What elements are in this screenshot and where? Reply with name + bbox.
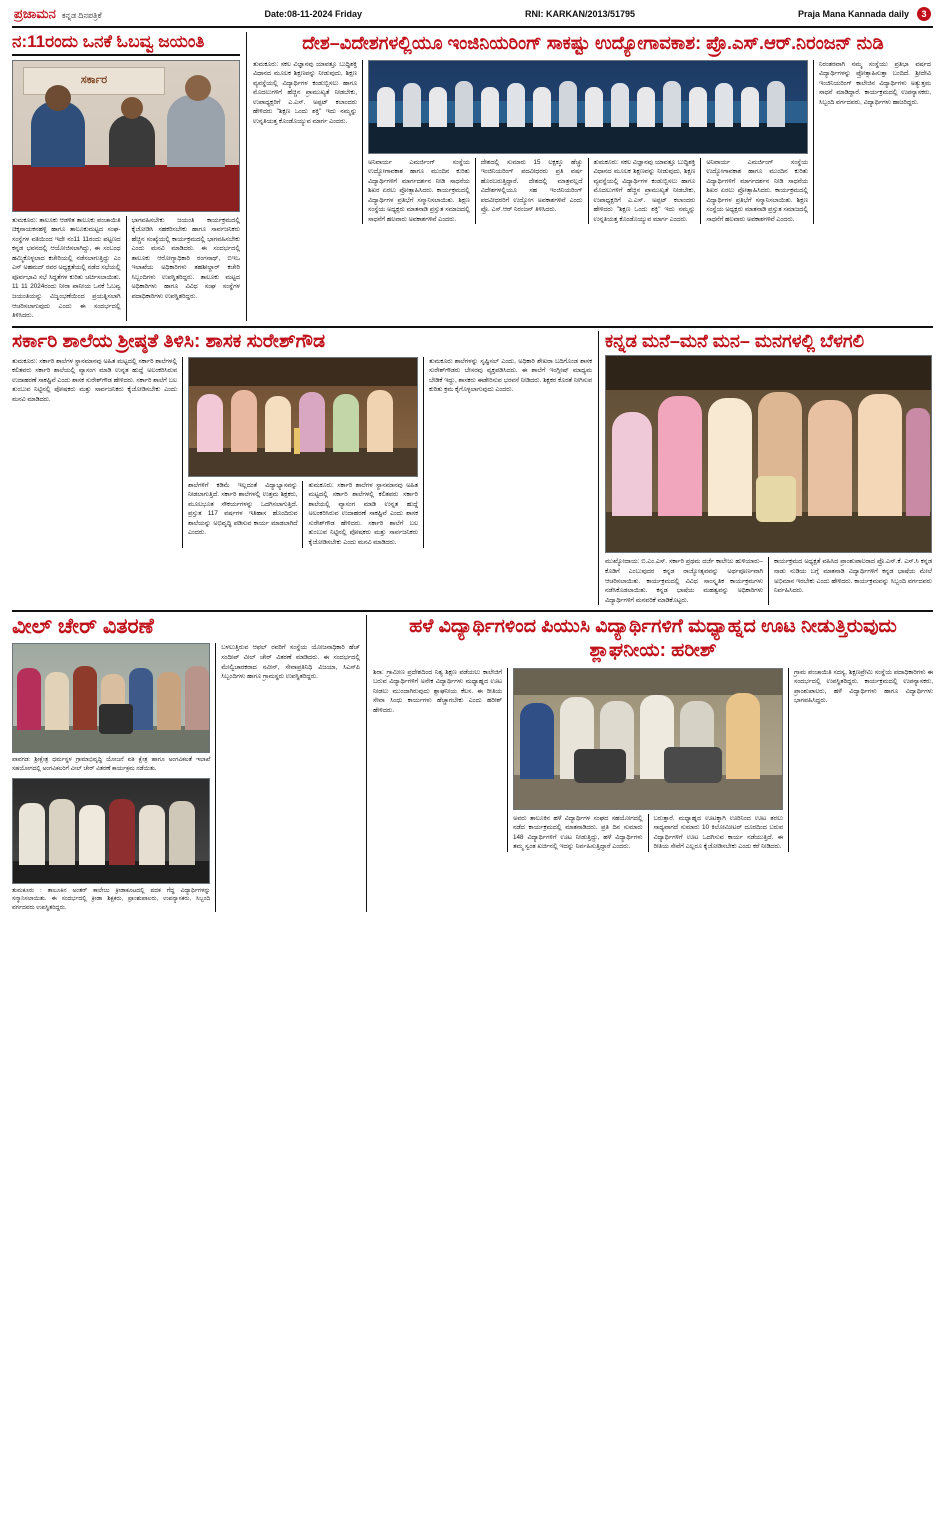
article-5 [12, 615, 360, 912]
article-3-col-1: ತುಮಕೂರು: ಸರ್ಕಾರಿ ಶಾಲೆಗಳ ಸ್ಥಾನಮಾನವು ಅಹಿತ ಮಟ್ಟದಲ್ಲಿ ಸರ್ಕಾರಿ ಶಾಲೆಗಳಲ್ಲಿ ಕಲಿತವರು ಸರ್ಕಾರಿ ಶಾಲೆಯಲ್ಲಿ ವ್ಯಾಸಂಗ ಮಾಡಿ ಉನ್ನತ ಹುದ್ದೆ ಅಲಂಕರಿಸಿರುವ ಉದಾಹರಣೆ ಸಾಕಷ್ಟಿವೆ ಎಂದು ಶಾಸಕ ಸುರೇಶ್‌ಗೌಡ ಹೇಳಿದರು. ಸರ್ಕಾರಿ ಶಾಲೆಗೆ ಬಲ ತುಂಬುವ ನಿಟ್ಟಿನಲ್ಲಿ ಪೋಷಕರು ಮತ್ತು ಸಾರ್ವಜನಿಕರು ಕೈಜೋಡಿಸಬೇಕು ಎಂದು ಮನವಿ ಮಾಡಿದರು. [12, 357, 177, 403]
column-divider [768, 557, 769, 605]
masthead-logo-group [14, 6, 102, 22]
masthead-right [798, 7, 931, 21]
article-4-col-2: ಕಾರ್ಯಕ್ರಮದ ಅಧ್ಯಕ್ಷತೆ ವಹಿಸಿದ ಪ್ರಾಂಶುಪಾಲರಾದ ಪ್ರೊ.ಎನ್.ಕೆ. ಎಸ್.ಸಿ ಕನ್ನಡ ನಾಡು ನುಡಿಯ ಬಗ್ಗೆ ಮಾತನಾಡಿ ವಿದ್ಯಾರ್ಥಿಗಳಿಗೆ ಕನ್ನಡ ಭಾಷೆಯ ಮೇಲೆ ಅಭಿಮಾನ ಇರಬೇಕು ಎಂದು ಹೇಳಿದರು. ಕಾರ್ಯಕ್ರಮವನ್ನು ಸಿಬ್ಬಂದಿ ವರ್ಗದವರು ನಿರ್ವಹಿಸಿದರು. [774, 558, 932, 595]
column-divider [507, 668, 508, 852]
article-5-headline: ವೀಲ್ ಚೇರ್ ವಿತರಣೆ [12, 615, 154, 639]
publication-name-english: Praja Mana Kannada daily [797, 9, 909, 19]
article-3-mid [188, 357, 418, 548]
column-divider [126, 216, 127, 321]
article-1-photo-banner: ಸರ್ಕಾರ [23, 67, 165, 95]
article-5-col-1: ಬಳಲುತ್ತಿರುವ ಆಫಲ್ ರವರಿಗೆ ಸಂಸ್ಥೆಯ ಯೋಜನಾಧಿಕಾರಿ ಹೆಚ್ ಸಂದೀಪ್ ವೀಲ್ ಚೇರ್ ವಿತರಣೆ ಮಾಡಿದರು. ಈ ಸಂದರ್ಭದಲ್ಲಿ ಮೇಲ್ವಿಚಾರಕರಾದ ನವೀನ್, ಸೇವಾಪ್ರತಿನಿಧಿ ವಿಜಯಾ, ಸಿಎಸ್‌ಪಿ ಸಿಬ್ಬಂದಿಗಳು ಹಾಗೂ ಗ್ರಾಮಸ್ಥರು ಉಪಸ್ಥಿತರಿದ್ದರು. [221, 644, 360, 681]
column-divider [788, 668, 789, 852]
section-divider-2 [12, 610, 933, 612]
article-2-col-5: ಅನಿವಾರ್ಯ ಎಮರ್ಜಿಂಗ್ ಸಂಸ್ಥೆಯ ಉದ್ಯೋಗಾವಕಾಶ ಹಾಗೂ ಮುಂದಿನ ಕುರಿತು ವಿದ್ಯಾರ್ಥಿಗಳಿಗೆ ಮಾರ್ಗದರ್ಶನ ನೀಡಿ ಸಾಧನೆಯ ಶಿಖರ ಏರಲು ಪ್ರೋತ್ಸಾಹಿಸಿದರು. ಕಾರ್ಯಕ್ರಮದಲ್ಲಿ ವಿದ್ಯಾರ್ಥಿಗಳ ಪ್ರತಿಭೆಗೆ ಸನ್ಮಾನಿಸಲಾಯಿತು. ಶಿಕ್ಷಣ ಸಂಸ್ಥೆಯ ಅಧ್ಯಕ್ಷರು ಮಾತನಾಡಿ ಪ್ರಸ್ತುತ ಸಮಾಜದಲ್ಲಿ ಸಾಧನೆಗೆ ಹಲವಾರು ಅವಕಾಶಗಳಿವೆ ಎಂದರು. [706, 158, 809, 223]
column-divider [362, 60, 363, 225]
article-2 [253, 32, 933, 321]
rni-number: RNI: KARKAN/2013/51795 [524, 9, 635, 19]
article-4 [605, 331, 932, 606]
article-4-col-1: ಮುಖ್ಯೋದಾಯ: ಬಿ.ಎಂ.ಎಸ್. ಸರ್ಕಾರಿ ಪ್ರಥಮ ದರ್ಜೆ ಕಾಲೇಜು ಹುಳಿಯಾರು– ಕೊಡಿಗೆ ಎಂಬುವುದರ ಕನ್ನಡ ರಾಜ್ಯೋತ್ಸವವನ್ನು ಅರ್ಥಪೂರ್ಣವಾಗಿ ಆಚರಿಸಲಾಯಿತು. ಕಾರ್ಯಕ್ರಮದಲ್ಲಿ ವಿವಿಧ ಸಾಂಸ್ಕೃತಿಕ ಕಾರ್ಯಕ್ರಮಗಳು ನಡೆಸಿಕೊಡಲಾಯಿತು. ಕನ್ನಡ ಭಾಷೆಯ ಮಹತ್ವವನ್ನು ಅಧಿಕಾರಿಗಳು ವಿದ್ಯಾರ್ಥಿಗಳಿಗೆ ಮನವರಿಕೆ ಮಾಡಿಕೊಟ್ಟರು. [605, 558, 763, 604]
article-6-col-1: ಶಿರಾ: ಗ್ರಾಮೀಣ ಪ್ರದೇಶದಿಂದ ನಿತ್ಯ ಶಿಕ್ಷಣ ಪಡೆಯಲು ಕಾಲೇಜಿಗೆ ಬರುವ ವಿದ್ಯಾರ್ಥಿಗಳಿಗೆ ಅನೇಕ ವಿದ್ಯಾರ್ಥಿಗಳು ಮಧ್ಯಾಹ್ನದ ಊಟ ನೀಡಲು ಮುಂದಾಗಿರುವುದು ಶ್ಲಾಘನೀಯ ಕೆಲಸ. ಈ ರೀತಿಯ ಸೇವಾ ಸಿಂಧು ಕಾರ್ಯಗಳು ಹೆಚ್ಚಾಗಬೇಕು ಎಂದು ಹರೀಶ್ ಹೇಳಿದರು. [373, 668, 503, 714]
article-6-mid [513, 668, 783, 852]
article-1-body [12, 216, 240, 321]
article-2-headline: ದೇಶ–ವಿದೇಶಗಳಲ್ಲಿಯೂ ಇಂಜಿನಿಯರಿಂಗ್ ಸಾಕಷ್ಟು ಉದ್ಯೋಗಾವಕಾಶ: ಪ್ರೊ.ಎಸ್.ಆರ್.ನಿರಂಜನ್ ನುಡಿ [302, 33, 884, 53]
article-5-left [12, 643, 210, 912]
article-3 [12, 331, 592, 606]
article-3-col-4: ತುಮಕೂರು ಶಾಲೆಗಳನ್ನು ಸೃಷ್ಟಿಸಲ್ ಎಂದು, ಅಧಿಕಾರಿ ಶೇಖರಾ ಬದಿಗೊಂಡ ಶಾಸಕ ಸುರೇಶ್‌ಗೌಡರು ಬೇಸರವು ವ್ಯಕ್ತಪಡಿಸಿದರು. ಈ ಶಾಲೆಗೆ ಇಂಗ್ಲೀಷ್ ಮಾಧ್ಯಮ ಬೇಡಿಕೆ ಇದ್ದು, ಶಾಸಕರು ಈಡೇರಿಸುವ ಭರವಸೆ ನೀಡಿದರು. ಶಿಕ್ಷಕರ ಕೊರತೆ ನೀಗಿಸುವ ಕುರಿತು ಕ್ರಮ ಕೈಗೊಳ್ಳಲಾಗುವುದು ಎಂದರು. [428, 357, 592, 394]
article-2-col-2: ಅನಿವಾರ್ಯ ಎಮರ್ಜಿಂಗ್ ಸಂಸ್ಥೆಯ ಉದ್ಯೋಗಾವಕಾಶ ಹಾಗೂ ಮುಂದಿನ ಕುರಿತು ವಿದ್ಯಾರ್ಥಿಗಳಿಗೆ ಮಾರ್ಗದರ್ಶನ ನೀಡಿ ಸಾಧನೆಯ ಶಿಖರ ಏರಲು ಪ್ರೋತ್ಸಾಹಿಸಿದರು. ಕಾರ್ಯಕ್ರಮದಲ್ಲಿ ವಿದ್ಯಾರ್ಥಿಗಳ ಪ್ರತಿಭೆಗೆ ಸನ್ಮಾನಿಸಲಾಯಿತು. ಶಿಕ್ಷಣ ಸಂಸ್ಥೆಯ ಅಧ್ಯಕ್ಷರು ಮಾತನಾಡಿ ಪ್ರಸ್ತುತ ಸಮಾಜದಲ್ಲಿ ಸಾಧನೆಗೆ ಹಲವಾರು ಅವಕಾಶಗಳಿವೆ ಎಂದರು. [368, 158, 470, 223]
article-2-mid [368, 60, 808, 225]
article-3-photo [188, 357, 418, 477]
article-5-caption-1: ಪಾವಗಡ: ಶ್ರೀಕ್ಷೇತ್ರ ಧರ್ಮಸ್ಥಳ ಗ್ರಾಮಾಭಿವೃದ್ಧಿ ಯೋಜನೆ ವತಿ ಕ್ಷೇತ್ರ ಹಾಗೂ ಅಂಗವಿಕಲತೆ ಇಲಾಖೆ ಸಹಯೋಗದಲ್ಲಿ ಅಂಗವಿಕಲರಿಗೆ ವೀಲ್ ಚೇರ್ ವಿತರಣೆ ಕಾರ್ಯಕ್ರಮ ನಡೆಯಿತು. [12, 757, 211, 772]
article-4-headline: ಕನ್ನಡ ಮನೆ–ಮನೆ ಮನ– ಮನಗಳಲ್ಲಿ ಬೆಳಗಲಿ [605, 330, 865, 351]
article-1-headline: ನ:11ರಂದು ಒನಕೆ ಓಬವ್ವ ಜಯಂತಿ [12, 32, 240, 56]
article-3-col-2: ಶಾಲೆಗಳಿಗೆ ಕಡಿಮೆ ಇಲ್ಲದಂತೆ ವಿದ್ಯಾಭ್ಯಾಸವನ್ನು ನೀಡಲಾಗುತ್ತಿದೆ. ಸರ್ಕಾರಿ ಶಾಲೆಗಳಲ್ಲಿ ಉತ್ತಮ ಶಿಕ್ಷಕರು, ಮೂಲಭೂತ ಸೌಕರ್ಯಗಳನ್ನು ಒದಗಿಸಲಾಗುತ್ತಿದೆ. ಪ್ರಸ್ತುತ 117 ವರ್ಷಗಳ ಇತಿಹಾಸ ಹೊಂದಿರುವ ಶಾಲೆಯನ್ನು ಅಭಿವೃದ್ಧಿ ಪಡಿಸುವ ಕಾರ್ಯ ಮಾಡಲಾಗಿದೆ ಎಂದರು. [187, 481, 298, 537]
article-2-col-1: ತುಮಕೂರು: ಸಕಲ ವಿಜ್ಞಾನವು ಯಾವತ್ತೂ ಬುದ್ಧಿಶಕ್ತಿ ವಿಧಾನದ ಮೂಲಕ ಶಿಕ್ಷಣವನ್ನು ನೀಡುವುದು, ಶಿಕ್ಷಣ ವ್ಯವಸ್ಥೆಯಲ್ಲಿ ವಿದ್ಯಾರ್ಥಿಗಳ ಕಂಡುಬ್ಬಿಸಲು ಹಾಗೂ ಮೊದಲುಗಳಿಗೆ ಹೆಚ್ಚಿನ ಪ್ರಾಮುಖ್ಯತೆ ನೀಡಬೇಕು, ಉಪಾಧ್ಯಕ್ಷರಿಗೆ ಎ.ಎಸ್. ಅಪ್ಪಟ್ ಕಲಾಂದರು ಹೇಳಿದರು "ಶಿಕ್ಷಣ ಒಂದು ಶಕ್ತಿ" ಇದು ನಮ್ಮನ್ನು ಉನ್ನತಿಯತ್ತ ಕೊಂಡೊಯ್ಯುವ ಮಾರ್ಗ ಎಂದರು. [253, 60, 357, 125]
article-6 [373, 615, 933, 912]
column-divider [475, 158, 476, 225]
article-divider [246, 32, 247, 321]
article-3-col-3: ತುಮಕೂರು: ಸರ್ಕಾರಿ ಶಾಲೆಗಳ ಸ್ಥಾನಮಾನವು ಅಹಿತ ಮಟ್ಟದಲ್ಲಿ ಸರ್ಕಾರಿ ಶಾಲೆಗಳಲ್ಲಿ ಕಲಿತವರು ಸರ್ಕಾರಿ ಶಾಲೆಯಲ್ಲಿ ವ್ಯಾಸಂಗ ಮಾಡಿ ಉನ್ನತ ಹುದ್ದೆ ಅಲಂಕರಿಸಿರುವ ಉದಾಹರಣೆ ಸಾಕಷ್ಟಿವೆ ಎಂದು ಶಾಸಕ ಸುರೇಶ್‌ಗೌಡ ಹೇಳಿದರು. ಸರ್ಕಾರಿ ಶಾಲೆಗೆ ಬಲ ತುಂಬುವ ನಿಟ್ಟಿನಲ್ಲಿ ಪೋಷಕರು ಮತ್ತು ಸಾರ್ವಜನಿಕರು ಕೈಜೋಡಿಸಬೇಕು ಎಂದು ಮನವಿ ಮಾಡಿದರು. [308, 481, 418, 546]
article-5-caption-2: ತುಮಕೂರು : ತಾಲೂಕಿನ ಅಂತರ್ ಕಾಲೇಜು ಕ್ರೀಡಾಕೂಟದಲ್ಲಿ ಪದಕ ಗೆದ್ದ ವಿದ್ಯಾರ್ಥಿಗಳನ್ನು ಸನ್ಮಾನಿಸಲಾಯಿತು. ಈ ಸಂದರ್ಭದಲ್ಲಿ ಕ್ರೀಡಾ ಶಿಕ್ಷಕರು, ಪ್ರಾಂಶುಪಾಲರು, ಉಪನ್ಯಾಸಕರು, ಸಿಬ್ಬಂದಿ ವರ್ಗದವರು ಉಪಸ್ಥಿತರಿದ್ದರು. [12, 887, 211, 911]
article-3-headline: ಸರ್ಕಾರಿ ಶಾಲೆಯ ಶ್ರೀಷ್ಠತೆ ತಿಳಿಸಿ: ಶಾಸಕ ಸುರೇಶ್‌ಗೌಡ [12, 330, 326, 352]
article-1 [12, 32, 240, 321]
bottom-block [0, 615, 945, 912]
article-1-col-2: ಭಾಗವಹಿಸಬೇಕು ಜಯಂತಿ ಕಾರ್ಯಕ್ರಮದಲ್ಲಿ ಕೈಜೋಡಿಸಿ ಸಹಕರಿಸಬೇಕು ಹಾಗೂ ಸಾರ್ವಜನಿಕರು ಹೆಚ್ಚಿನ ಸಂಖ್ಯೆಯಲ್ಲಿ ಕಾರ್ಯಕ್ರಮದಲ್ಲಿ ಭಾಗವಹಿಸಬೇಕು ಎಂದು ಮನವಿ ಮಾಡಿದರು. ಈ ಸಂದರ್ಭದಲ್ಲಿ ತಾಲೂಕು ಆರೋಗ್ಯಾಧಿಕಾರಿ ರಂಗನಾಥ್, ಬಿಇಒ ಇಲಾಖೆಯ ಅಧಿಕಾರಿಗಳು ತಹಶೀಲ್ದಾರ್ ಕಚೇರಿ ಸಿಬ್ಬಂದಿಗಳು ಉಪಸ್ಥಿತರಿದ್ದರು. ತಾಲೂಕು ಮಟ್ಟದ ಅಧಿಕಾರಿಗಳು ಹಾಗೂ ವಿವಿಧ ಸಂಘ ಸಂಸ್ಥೆಗಳ ಪದಾಧಿಕಾರಿಗಳು ಉಪಸ್ಥಿತರಿದ್ದರು. [131, 216, 240, 301]
middle-block [0, 331, 945, 606]
section-divider-1 [12, 326, 933, 328]
publication-date: Date:08-11-2024 Friday [264, 9, 363, 19]
publication-subtitle: ಕನ್ನಡ ದಿನಪತ್ರಿಕೆ [61, 11, 102, 20]
publication-logo: ಪ್ರಜಾಮನ [14, 6, 56, 21]
article-6-col-4: ಗ್ರಾಮ ಪಂಚಾಯಿತಿ ಸದಸ್ಯ, ಶಿಕ್ಷಣಪ್ರೇಮಿ ಸಂಸ್ಥೆಯ ಪದಾಧಿಕಾರಿಗಳು ಈ ಸಂದರ್ಭದಲ್ಲಿ ಉಪಸ್ಥಿತರಿದ್ದರು. ಕಾರ್ಯಕ್ರಮದಲ್ಲಿ ಉಪನ್ಯಾಸಕರು, ಪ್ರಾಂಶುಪಾಲರು, ಹಳೆ ವಿದ್ಯಾರ್ಥಿಗಳು ಹಾಗೂ ವಿದ್ಯಾರ್ಥಿಗಳು ಭಾಗವಹಿಸಿದ್ದರು. [794, 668, 934, 705]
top-block [0, 32, 945, 321]
masthead [0, 0, 945, 24]
masthead-rule [12, 26, 933, 28]
article-6-photo [513, 668, 783, 810]
article-6-col-3: ಬರುತ್ತಾರೆ. ಮಧ್ಯಾಹ್ನದ ಊಟಕ್ಕಾಗಿ ಊರಿನಿಂದ ಊಟ ತರಲು ಸಾಧ್ಯವಾಗದೆ ಸುಮಾರು 10 ಕಿಲೋಮೀಟರ್ ದೂರದಿಂದ ಬರುವ ವಿದ್ಯಾರ್ಥಿಗಳಿಗೆ ಊಟ ಒದಗಿಸುವ ಕಾರ್ಯ ನಡೆಯುತ್ತಿದೆ. ಈ ರೀತಿಯ ಸೇವೆಗೆ ಎಲ್ಲರೂ ಕೈಜೋಡಿಸಬೇಕು ಎಂದು ಕರೆ ನೀಡಿದರು. [653, 814, 784, 851]
column-divider [182, 357, 183, 548]
article-2-col-4: ತುಮಕೂರು: ಸಕಲ ವಿಜ್ಞಾನವು ಯಾವತ್ತೂ ಬುದ್ಧಿಶಕ್ತಿ ವಿಧಾನದ ಮೂಲಕ ಶಿಕ್ಷಣವನ್ನು ನೀಡುವುದು, ಶಿಕ್ಷಣ ವ್ಯವಸ್ಥೆಯಲ್ಲಿ ವಿದ್ಯಾರ್ಥಿಗಳ ಕಂಡುಬ್ಬಿಸಲು ಹಾಗೂ ಮೊದಲುಗಳಿಗೆ ಹೆಚ್ಚಿನ ಪ್ರಾಮುಖ್ಯತೆ ನೀಡಬೇಕು, ಉಪಾಧ್ಯಕ್ಷರಿಗೆ ಎ.ಎಸ್. ಅಪ್ಪಟ್ ಕಲಾಂದರು ಹೇಳಿದರು "ಶಿಕ್ಷಣ ಒಂದು ಶಕ್ತಿ" ಇದು ನಮ್ಮನ್ನು ಉನ್ನತಿಯತ್ತ ಕೊಂಡೊಯ್ಯುವ ಮಾರ್ಗ ಎಂದರು. [593, 158, 696, 223]
column-divider [700, 158, 701, 225]
article-1-col-1: ತುಮಕೂರು: ತಾಲೂಕು ಆಡಳಿತ ತಾಲೂಕು ಪಂಚಾಯಿತಿ ಚಿಕ್ಕನಾಯಕನಹಳ್ಳಿ ಹಾಗೂ ತಾಲೂಕುಮಟ್ಟದ ಸಂಘ-ಸಂಸ್ಥೆಗಳ ವತಿಯಿಂದ ಇದೇ ನಂ11 11ರಂದು ಪಟ್ಟಣದ ಕನ್ನಡ ಭವನದಲ್ಲಿ ಆಯೋಜಿಸಲಾಗಿದ್ದು, ಈ ಸಂಬಂಧ ಹಮ್ಮಿಕೊಳ್ಳಲಾದ ಕಚೇರಿಯಲ್ಲಿ ನಡೆಸಲಾಗುತ್ತಿದ್ದು ಎಂ ಎನ್ ಅಹಮದ್ ರವರ ಅಧ್ಯಕ್ಷತೆಯಲ್ಲಿ ನಡೆದ ಸಭೆಯಲ್ಲಿ ಪೂರ್ವಭಾವಿ ಸಭೆ ಸಿದ್ಧತೆಗಳ ಕುರಿತು ಚರ್ಚಿಸಲಾಯಿತು. 11 11 2024ರಂದು ನೀರಾ ಪಾನೀಯ ಒನಕೆ ಓಬವ್ವ ಜಯಂತಿಯನ್ನು ವಿಜೃಂಭಣೆಯಿಂದ ಪ್ರಯತ್ನಿಸಲಾಗಿ ಆಚರಿಸಲಾಗುವುದು ಎಂದು ಈ ಸಂದರ್ಭದಲ್ಲಿ ತಿಳಿಸಿದರು. [12, 216, 121, 320]
article-divider [366, 615, 367, 912]
column-divider [215, 643, 216, 912]
page-number-badge: 3 [917, 7, 931, 21]
article-5-photo-1 [12, 643, 210, 753]
article-2-col-6: ನಿರಂತರವಾಗಿ ನಮ್ಮ ಸಂಸ್ಥೆಯು ಪ್ರತಿಭಾ ವರ್ಷದ ವಿದ್ಯಾರ್ಥಿಗಳನ್ನು ಪ್ರೋತ್ಸಾಹಿಸುತ್ತಾ ಬಂದಿದೆ. ಶ್ರೀದೇವಿ ಇಂಜಿನಿಯರಿಂಗ್ ಕಾಲೇಜಿನ ವಿದ್ಯಾರ್ಥಿಗಳು ಅತ್ಯುತ್ತಮ ಸಾಧನೆ ಮಾಡಿದ್ದಾರೆ. ಕಾರ್ಯಕ್ರಮದಲ್ಲಿ ಉಪನ್ಯಾಸಕರು, ಸಿಬ್ಬಂದಿ ವರ್ಗದವರು, ವಿದ್ಯಾರ್ಥಿಗಳು ಹಾಜರಿದ್ದರು. [819, 60, 931, 106]
column-divider [588, 158, 589, 225]
article-5-photo-2 [12, 778, 210, 884]
article-4-photo [605, 355, 932, 553]
column-divider [423, 357, 424, 548]
article-2-col-3: ದೇಶದಲ್ಲಿ ಸುಮಾರು 15 ಲಕ್ಷಕ್ಕೂ ಹೆಚ್ಚು ಇಂಜಿನಿಯರಿಂಗ್ ಪದವೀಧರರು ಪ್ರತಿ ವರ್ಷ ಹೊರಬರುತ್ತಿದ್ದಾರೆ. ದೇಶದಲ್ಲಿ ಮಾತ್ರವಲ್ಲದೆ ವಿದೇಶಗಳಲ್ಲಿಯೂ ಸಹ ಇಂಜಿನಿಯರಿಂಗ್ ಪದವೀಧರರಿಗೆ ಉದ್ಯೋಗ ಅವಕಾಶಗಳಿವೆ ಎಂದು ಪ್ರೊ. ಎಸ್.ಆರ್ ನಿರಂಜನ್ ತಿಳಿಸಿದರು. [480, 158, 583, 214]
article-6-headline: ಹಳೆ ವಿದ್ಯಾರ್ಥಿಗಳಿಂದ ಪಿಯುಸಿ ವಿದ್ಯಾರ್ಥಿಗಳಿಗೆ ಮಧ್ಯಾಹ್ನದ ಊಟ ನೀಡುತ್ತಿರುವುದು ಶ್ಲಾಘನೀಯ: ಹರೀಶ್ [409, 616, 897, 661]
column-divider [302, 481, 303, 548]
article-divider [598, 331, 599, 606]
column-divider [648, 814, 649, 852]
article-1-photo [12, 60, 240, 212]
article-2-photo [368, 60, 808, 154]
article-2-body [253, 60, 933, 225]
column-divider [813, 60, 814, 225]
article-6-col-2: ಅವರು ತಾಲೂಕಿನ ಹಳೆ ವಿದ್ಯಾರ್ಥಿಗಳ ಸಂಘದ ಸಹಯೋಗದಲ್ಲಿ ನಡೆದ ಕಾರ್ಯಕ್ರಮದಲ್ಲಿ ಮಾತನಾಡಿದರು. ಪ್ರತಿ ದಿನ ಸುಮಾರು 148 ವಿದ್ಯಾರ್ಥಿಗಳಿಗೆ ಊಟ ನೀಡುತ್ತಿದ್ದು, ಹಳೆ ವಿದ್ಯಾರ್ಥಿಗಳು ತಮ್ಮ ಸ್ವಂತ ಖರ್ಚಿನಲ್ಲಿ ಇದನ್ನು ನಿರ್ವಹಿಸುತ್ತಿದ್ದಾರೆ ಎಂದರು. [513, 814, 643, 851]
